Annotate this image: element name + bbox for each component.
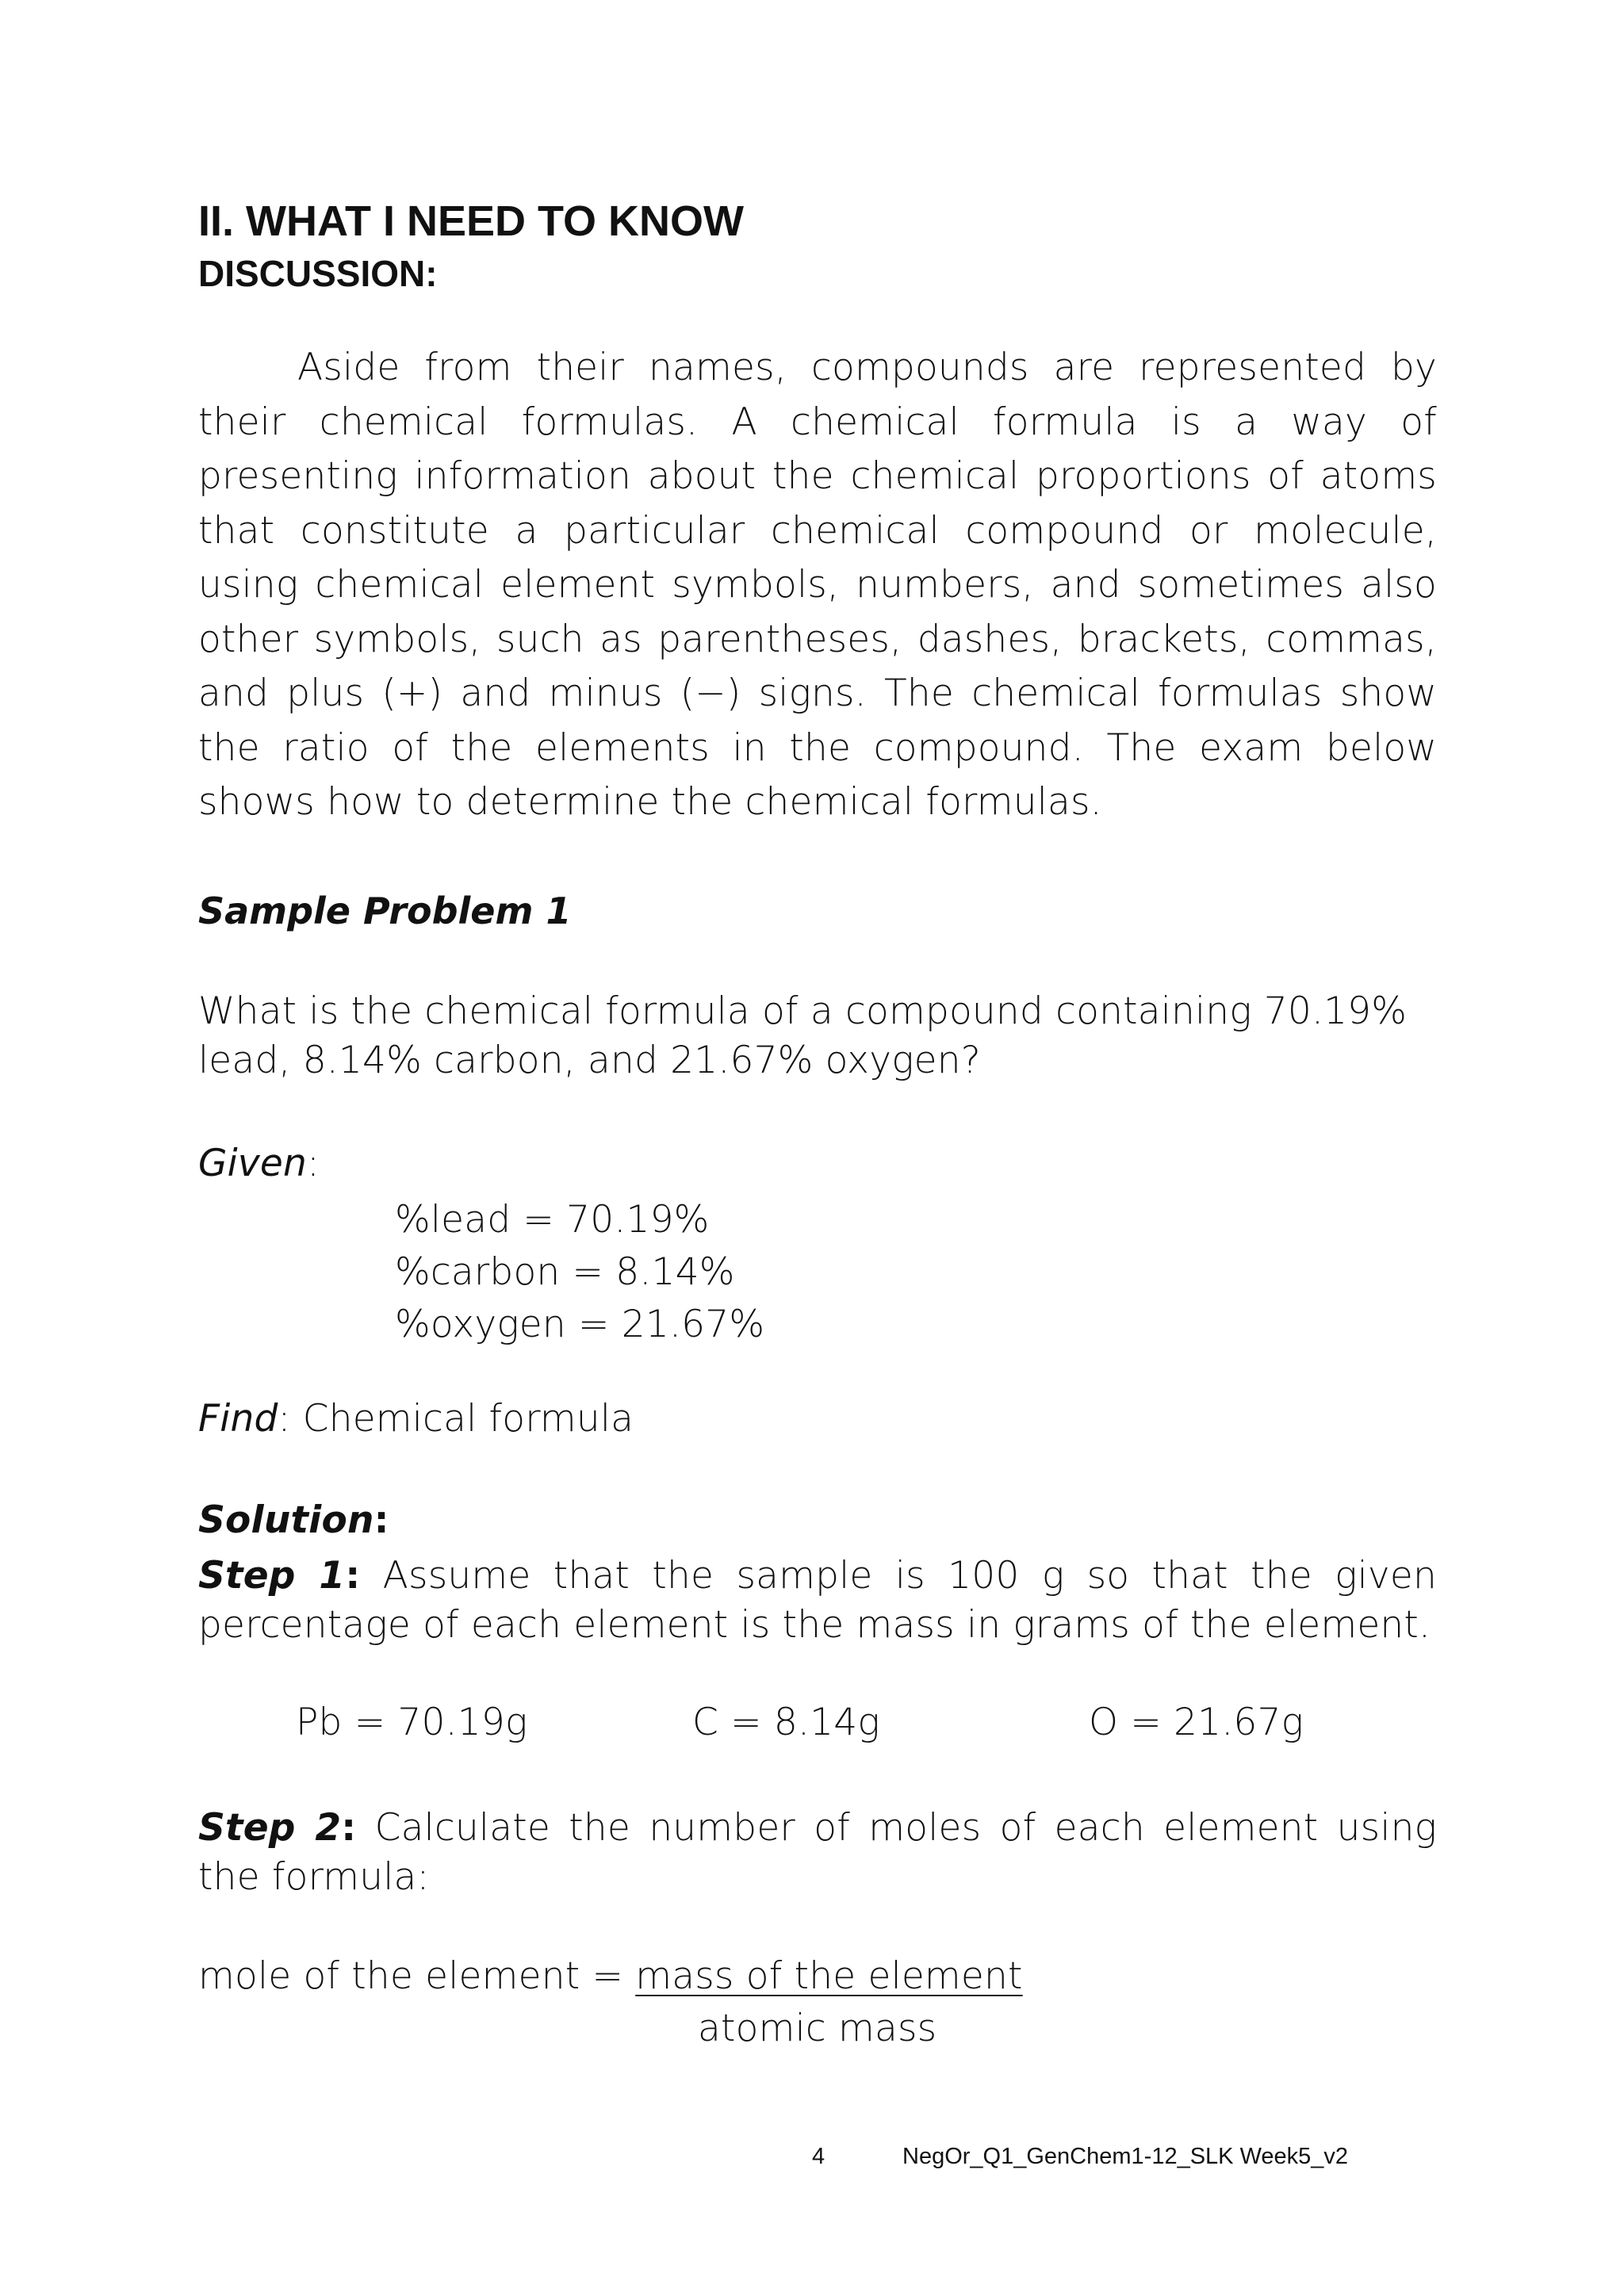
- formula-numerator: mass of the element: [635, 1954, 1023, 1998]
- discussion-paragraph: Aside from their names, compounds are represented by their chemical formulas. A chemical formula is a way of presenting information about the chemical proportions of atoms that constitute a particular chemical compound or molecule, using chemical element symbols, numbers, and sometimes also other symbols, such as parentheses, dashes, brackets, commas, and plus (+) and minus (−) signs. The chemical formulas show the ratio of the elements in the compound. The exam below shows how to determine the chemical formulas.: [198, 346, 1437, 824]
- page-number: 4: [812, 2144, 825, 2169]
- step2-text: Calculate the number of moles of each element using the formula:: [198, 1806, 1437, 1899]
- formula-lhs: mole of the element =: [198, 1954, 636, 1998]
- step2-label: Step 2: [198, 1806, 342, 1850]
- step1-text: Assume that the sample is 100 g so that the given percentage of each element is the mass in grams of the element.: [198, 1554, 1437, 1647]
- given-list: [395, 1194, 764, 1351]
- given-label: Given: [198, 1142, 307, 1185]
- formula-line: [198, 1954, 1023, 1998]
- step-2: [198, 1804, 1437, 1902]
- sample-problem-question: What is the chemical formula of a compound containing 70.19% lead, 8.14% carbon, and 21.67% oxygen?: [198, 989, 1408, 1082]
- formula-denominator: atomic mass: [698, 2007, 937, 2050]
- given-colon: :: [307, 1142, 320, 1185]
- find-label: Find: [198, 1397, 278, 1441]
- solution-colon: :: [373, 1498, 389, 1542]
- find-text: : Chemical formula: [278, 1397, 634, 1441]
- mass-oxygen: O = 21.67g: [1089, 1701, 1304, 1744]
- section-title: II. WHAT I NEED TO KNOW: [198, 197, 744, 245]
- step2-colon: :: [341, 1806, 357, 1850]
- sample-problem-title: Sample Problem 1: [198, 890, 572, 932]
- step1-colon: :: [345, 1554, 361, 1598]
- mass-carbon: C = 8.14g: [692, 1701, 880, 1744]
- document-code: NegOr_Q1_GenChem1-12_SLK Week5_v2: [902, 2144, 1349, 2169]
- given-item-carbon: %carbon = 8.14%: [395, 1250, 735, 1294]
- mass-lead: Pb = 70.19g: [296, 1701, 528, 1744]
- solution-heading: [198, 1498, 389, 1542]
- find-line: [198, 1397, 634, 1441]
- solution-label: Solution: [198, 1498, 374, 1542]
- step1-label: Step 1: [198, 1554, 346, 1598]
- section-subtitle: DISCUSSION:: [198, 253, 438, 294]
- given-line: [198, 1142, 320, 1185]
- step-1: [198, 1552, 1437, 1650]
- given-item-oxygen: %oxygen = 21.67%: [395, 1303, 765, 1346]
- given-item-lead: %lead = 70.19%: [395, 1198, 710, 1242]
